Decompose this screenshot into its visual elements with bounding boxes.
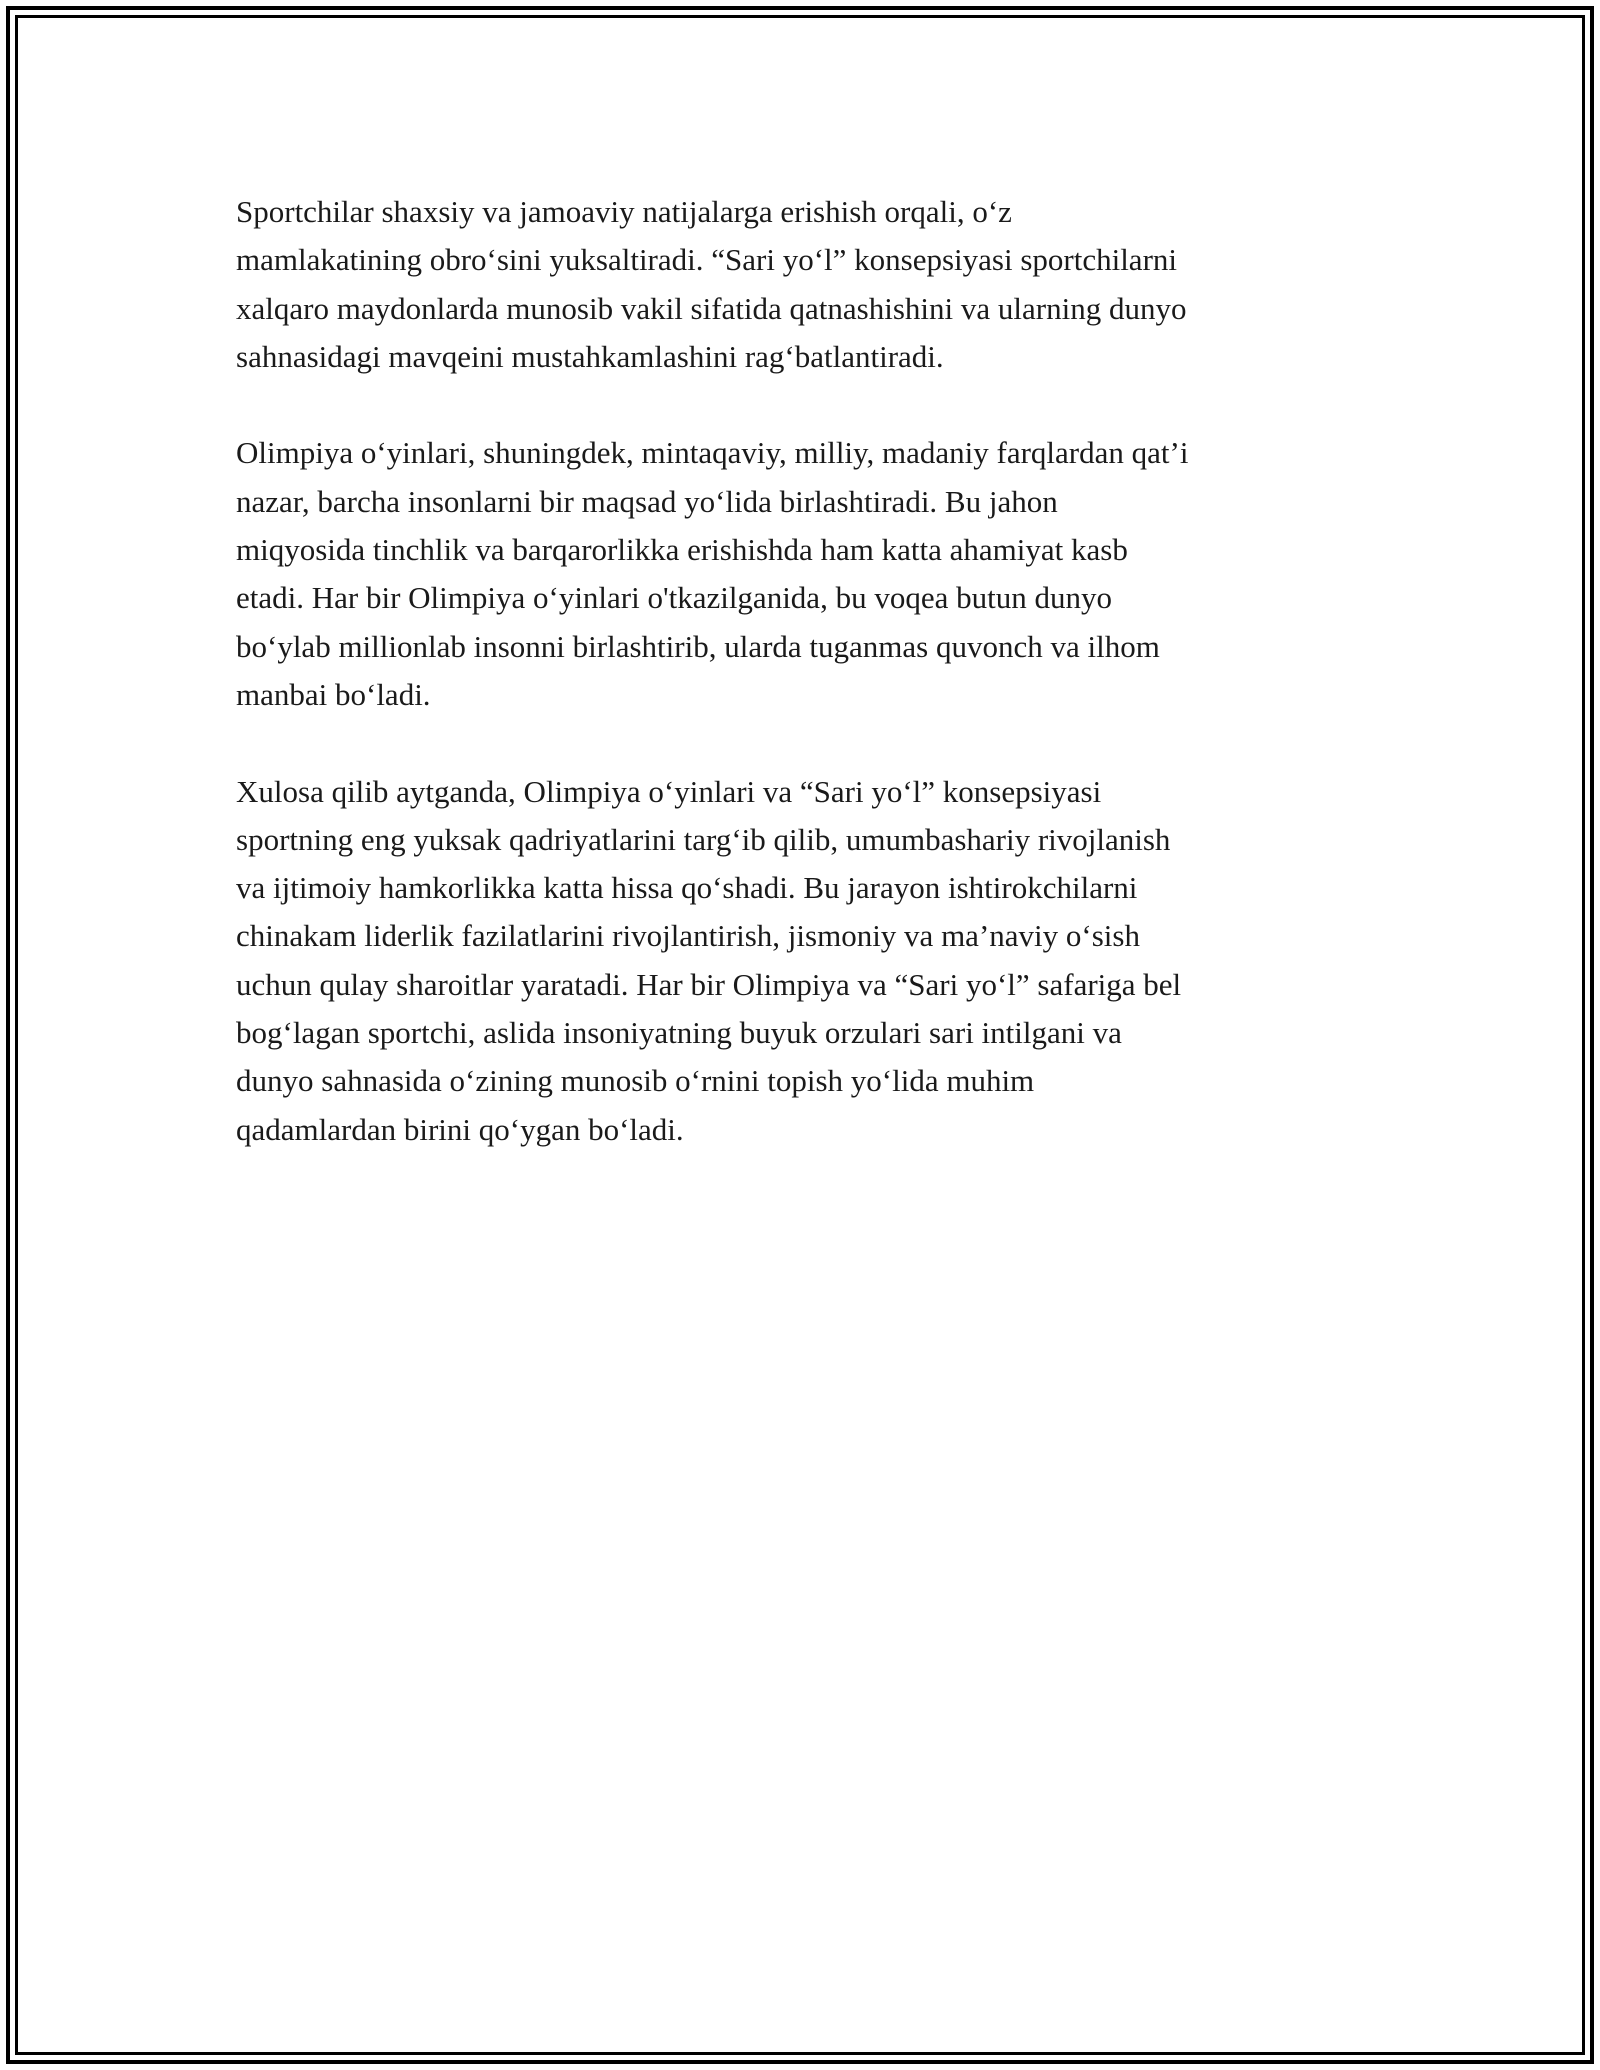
text-line: sahnasidagi mavqeini mustahkamlashini rag‘batlantiradi. <box>236 338 944 374</box>
text-line: uchun qulay sharoitlar yaratadi. Har bir Olimpiya va “Sari yo‘l” safariga bel <box>236 966 1182 1002</box>
paragraph-xulosa <box>236 768 1376 1154</box>
text-line: nazar, barcha insonlarni bir maqsad yo‘lida birlashtiradi. Bu jahon <box>236 483 1058 519</box>
text-line: bo‘ylab millionlab insonni birlashtirib, ularda tuganmas quvonch va ilhom <box>236 628 1160 664</box>
text-line: chinakam liderlik fazilatlarini rivojlantirish, jismoniy va ma’naviy o‘sish <box>236 918 1140 954</box>
text-line: Xulosa qilib aytganda, Olimpiya o‘yinlari va “Sari yo‘l” konsepsiyasi <box>236 773 1102 809</box>
text-line: etadi. Har bir Olimpiya o‘yinlari o'tkazilganida, bu voqea butun dunyo <box>236 580 1112 616</box>
text-line: xalqaro maydonlarda munosib vakil sifatida qatnashishini va ularning dunyo <box>236 290 1187 326</box>
text-line: bog‘lagan sportchi, aslida insoniyatning buyuk orzulari sari intilgani va <box>236 1015 1122 1051</box>
text-line: va ijtimoiy hamkorlikka katta hissa qo‘shadi. Bu jarayon ishtirokchilarni <box>236 870 1138 906</box>
text-line: Sportchilar shaxsiy va jamoaviy natijalarga erishish orqali, o‘z <box>236 194 1012 229</box>
text-line: qadamlardan birini qo‘ygan bo‘ladi. <box>236 1111 684 1147</box>
text-line: manbai bo‘ladi. <box>236 676 431 712</box>
text-line: sportning eng yuksak qadriyatlarini targ‘ib qilib, umumbashariy rivojlanish <box>236 821 1171 857</box>
text-line: Olimpiya o‘yinlari, shuningdek, mintaqaviy, milliy, madaniy farqlardan qat’i <box>236 435 1189 471</box>
text-line: miqyosida tinchlik va barqarorlikka erishishda ham katta ahamiyat kasb <box>236 532 1128 568</box>
text-line: dunyo sahnasida o‘zining munosib o‘rnini topish yo‘lida muhim <box>236 1063 1035 1099</box>
paragraph-sportchilar <box>236 188 1376 381</box>
document-body <box>236 188 1376 1202</box>
paragraph-olimpiya <box>236 429 1376 719</box>
text-line: mamlakatining obro‘sini yuksaltiradi. “Sari yo‘l” konsepsiyasi sportchilarni <box>236 242 1178 278</box>
